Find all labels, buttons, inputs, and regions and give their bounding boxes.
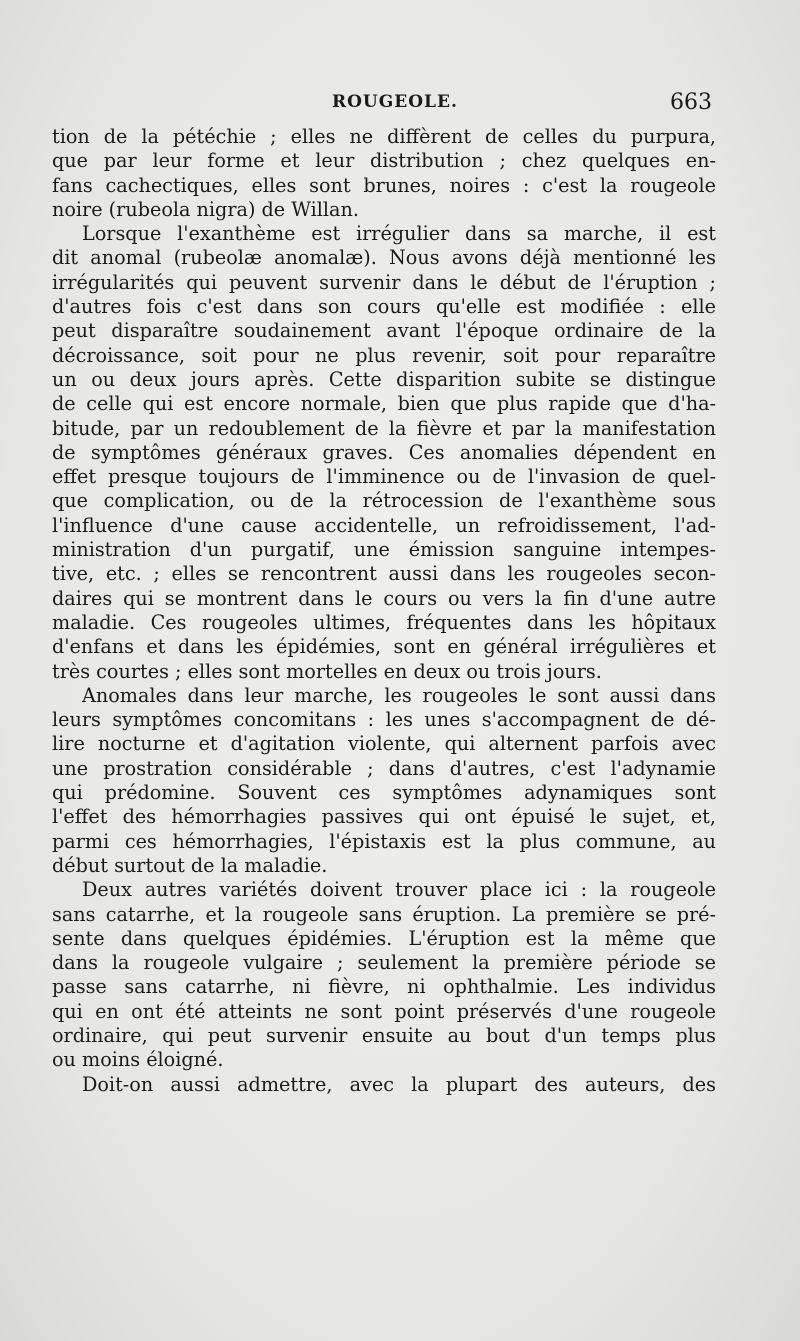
text-line: une prostration considérable ; dans d'autres, c'est l'adynamie <box>52 756 716 780</box>
text-line: Lorsque l'exanthème est irrégulier dans sa marche, il est <box>82 222 716 246</box>
text-line: parmi ces hémorrhagies, l'épistaxis est la plus commune, au <box>52 829 716 853</box>
page-header <box>52 92 712 120</box>
text-line: ou moins éloigné. <box>52 1048 224 1072</box>
text-line: fans cachectiques, elles sont brunes, noires : c'est la rougeole <box>52 173 716 197</box>
text-line: irrégularités qui peuvent survenir dans le début de l'éruption ; <box>52 270 716 294</box>
text-line: passe sans catarrhe, ni fièvre, ni ophthalmie. Les individus <box>52 975 716 999</box>
text-line: décroissance, soit pour ne plus revenir, soit pour reparaître <box>52 343 716 367</box>
text-line: sans catarrhe, et la rougeole sans éruption. La première se pré- <box>52 902 716 926</box>
text-line: qui prédomine. Souvent ces symptômes adynamiques sont <box>52 781 716 805</box>
text-line: noire (rubeola nigra) de Willan. <box>52 197 359 221</box>
text-line: que par leur forme et leur distribution ; chez quelques en- <box>52 149 716 173</box>
text-line: l'effet des hémorrhagies passives qui ont épuisé le sujet, et, <box>52 805 716 829</box>
text-line: que complication, ou de la rétrocession de l'exanthème sous <box>52 489 716 513</box>
text-line: début surtout de la maladie. <box>52 853 328 877</box>
text-line: de celle qui est encore normale, bien que plus rapide que d'ha- <box>52 392 716 416</box>
text-line: peut disparaître soudainement avant l'époque ordinaire de la <box>52 319 716 343</box>
text-line: tive, etc. ; elles se rencontrent aussi dans les rougeoles secon- <box>52 562 716 586</box>
text-line: sente dans quelques épidémies. L'éruption est la même que <box>52 926 716 950</box>
text-line: daires qui se montrent dans le cours ou vers la fin d'une autre <box>52 586 716 610</box>
text-line: effet presque toujours de l'imminence ou de l'invasion de quel- <box>52 465 716 489</box>
text-line: très courtes ; elles sont mortelles en deux ou trois jours. <box>52 659 602 683</box>
text-line: leurs symptômes concomitans : les unes s'accompagnent de dé- <box>52 708 716 732</box>
text-line: Deux autres variétés doivent trouver place ici : la rougeole <box>82 878 716 902</box>
text-line: d'enfans et dans les épidémies, sont en général irrégulières et <box>52 635 716 659</box>
text-line: un ou deux jours après. Cette disparition subite se distingue <box>52 367 716 391</box>
text-line: bitude, par un redoublement de la fièvre et par la manifestation <box>52 416 716 440</box>
text-line: lire nocturne et d'agitation violente, qui alternent parfois avec <box>52 732 716 756</box>
text-line: d'autres fois c'est dans son cours qu'elle est modifiée : elle <box>52 295 716 319</box>
text-line: dans la rougeole vulgaire ; seulement la première période se <box>52 951 716 975</box>
text-line: de symptômes généraux graves. Ces anomalies dépendent en <box>52 440 716 464</box>
text-line: Doit-on aussi admettre, avec la plupart des auteurs, des <box>82 1072 716 1096</box>
text-line: qui en ont été atteints ne sont point préservés d'une rougeole <box>52 999 716 1023</box>
text-line: tion de la pétéchie ; elles ne diffèrent de celles du purpura, <box>52 125 716 148</box>
body-text <box>52 125 716 1097</box>
running-title: ROUGEOLE. <box>332 92 458 112</box>
text-line: maladie. Ces rougeoles ultimes, fréquentes dans les hôpitaux <box>52 610 716 634</box>
text-line: Anomales dans leur marche, les rougeoles le sont aussi dans <box>82 683 716 707</box>
text-line: ordinaire, qui peut survenir ensuite au bout d'un temps plus <box>52 1023 716 1047</box>
text-line: l'influence d'une cause accidentelle, un refroidissement, l'ad- <box>52 513 716 537</box>
text-line: dit anomal (rubeolæ anomalæ). Nous avons déjà mentionné les <box>52 246 716 270</box>
page-number: 663 <box>670 90 712 115</box>
text-line: ministration d'un purgatif, une émission sanguine intempes- <box>52 538 716 562</box>
